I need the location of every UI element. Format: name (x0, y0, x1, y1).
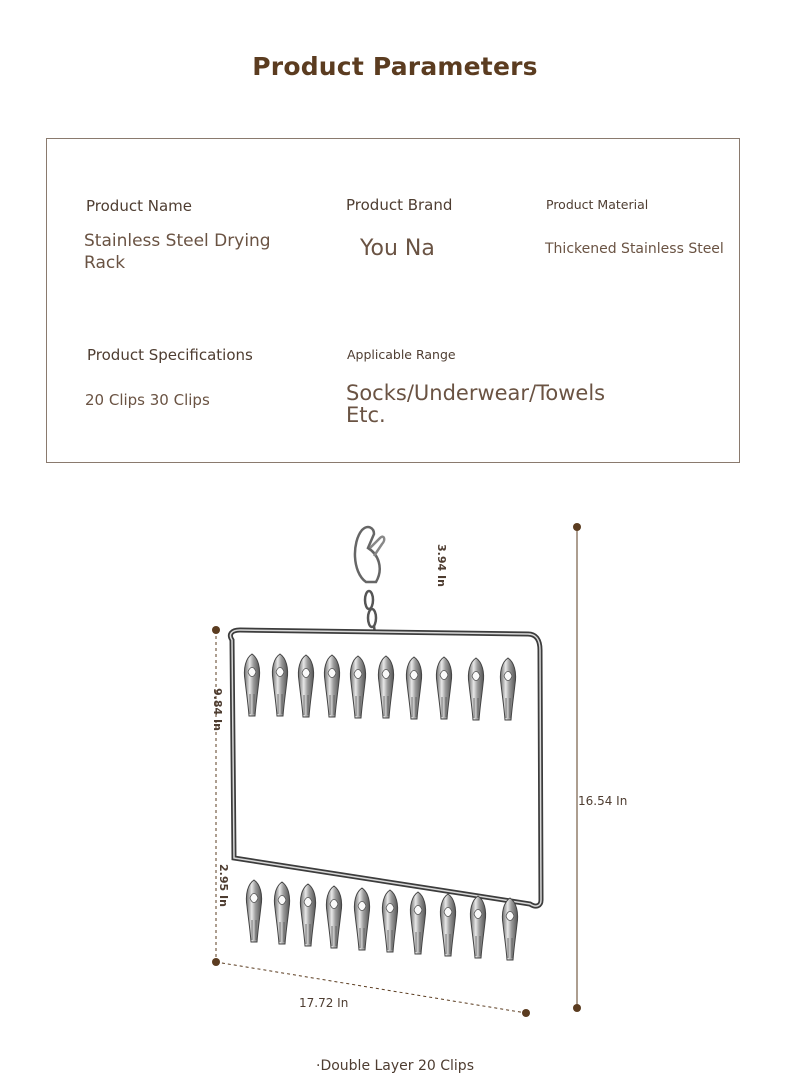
page-title: Product Parameters (252, 52, 538, 81)
product-material-label: Product Material (546, 197, 649, 212)
width-label: 17.72 In (299, 996, 349, 1010)
product-name-label: Product Name (86, 197, 192, 215)
product-specifications-value: 20 Clips 30 Clips (85, 391, 210, 409)
product-name-value: Stainless Steel Drying Rack (84, 231, 271, 273)
product-specifications-label: Product Specifications (87, 346, 253, 364)
product-brand-label: Product Brand (346, 196, 453, 214)
total-height-label: 16.54 In (578, 794, 628, 808)
applicable-range-value: Socks/Underwear/Towels Etc. (346, 381, 606, 427)
product-caption: ·Double Layer 20 Clips (316, 1058, 474, 1074)
lower-clips (246, 880, 517, 960)
upper-clips (244, 654, 515, 720)
product-material-value: Thickened Stainless Steel (545, 241, 724, 257)
dimension-dots (212, 523, 581, 1017)
product-brand-value: You Na (360, 236, 435, 261)
dimension-lines (216, 527, 577, 1013)
hook-icon (355, 527, 384, 634)
applicable-range-label: Applicable Range (347, 347, 456, 362)
lower-height-label: 2.95 In (217, 864, 230, 907)
upper-height-label: 9.84 In (211, 688, 224, 731)
hook-height-label: 3.94 In (435, 544, 448, 587)
